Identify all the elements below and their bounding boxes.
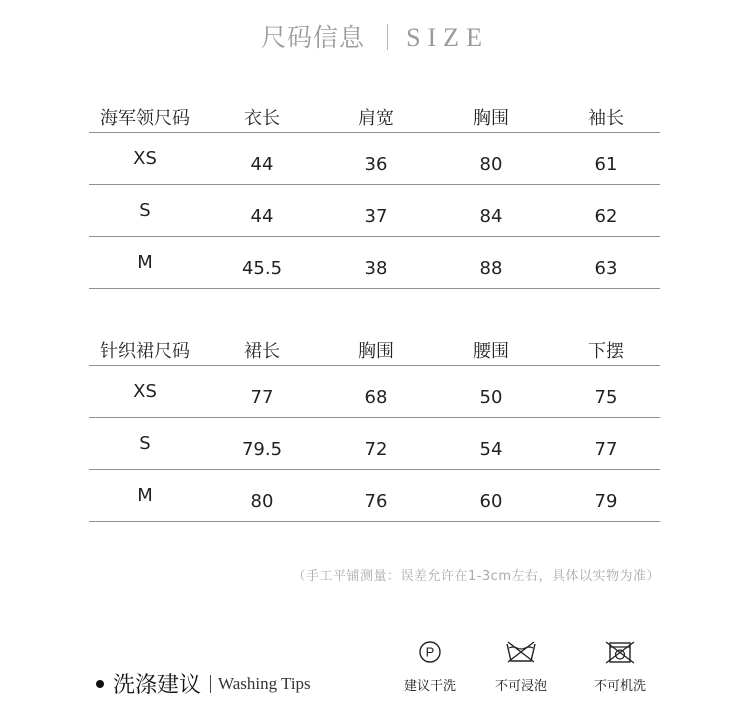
table-cell: XS [133,381,157,402]
no-machine-wash-icon [604,640,636,664]
care-label: 建议干洗 [403,679,456,694]
column-header: 下摆 [588,341,624,362]
table-row [89,133,660,185]
table-cell: 84 [479,206,503,227]
column-header: 裙长 [244,341,280,362]
table-cell: 80 [479,154,503,175]
table-cell: 68 [364,387,388,408]
table-cell: XS [133,148,157,169]
svg-text:P: P [425,644,435,660]
table-cell: 44 [250,206,274,227]
table-cell: 72 [364,439,388,460]
no-soak-icon [505,640,537,664]
size-table-top [89,100,660,289]
column-header: 腰围 [473,341,509,362]
table-cell: 76 [364,491,388,512]
table-cell: 75 [594,387,618,408]
title-divider [210,675,211,693]
table-cell: 60 [479,491,503,512]
table-cell: 45.5 [241,258,283,279]
care-label: 不可机洗 [593,679,646,694]
care-item-no-soak [481,640,561,694]
column-header: 针织裙尺码 [100,341,190,362]
size-table-bottom [89,333,660,522]
table-cell: 44 [250,154,274,175]
table-cell: S [139,433,151,454]
page-header [0,18,750,54]
measurement-note: （手工平铺测量：误差允许在1-3cm左右，具体以实物为准） [292,569,660,584]
table-cell: 80 [250,491,274,512]
care-label: 不可浸泡 [494,679,547,694]
table-cell: S [139,200,151,221]
table-cell: 79 [594,491,618,512]
table-row [89,185,660,237]
table-row [89,237,660,289]
column-header: 肩宽 [358,108,394,129]
washing-tips-title [96,668,311,699]
washing-title-en: Washing Tips [218,673,311,693]
table-row [89,470,660,522]
table-cell: 77 [594,439,618,460]
header-title-cn: 尺码信息 [261,23,366,52]
care-item-no-machine-wash [580,640,660,694]
column-header: 衣长 [244,108,280,129]
header-title-en: SIZE [406,23,489,52]
column-header: 胸围 [473,108,509,129]
column-header: 胸围 [358,341,394,362]
table-cell: 37 [364,206,388,227]
table-cell: 54 [479,439,503,460]
table-cell: 77 [250,387,274,408]
table-cell: 62 [594,206,618,227]
bullet-dot [96,680,104,688]
dry-clean-p-icon [418,640,442,664]
washing-title-cn: 洗涤建议 [113,673,202,698]
table-cell: 38 [364,258,388,279]
table-cell: 79.5 [241,439,283,460]
table-cell: M [137,485,153,506]
table-cell: M [137,252,153,273]
table-header-row [89,100,660,133]
table-cell: 88 [479,258,503,279]
care-item-dry-clean [390,640,470,694]
table-cell: 61 [594,154,618,175]
table-cell: 63 [594,258,618,279]
table-row [89,418,660,470]
column-header: 海军领尺码 [100,108,190,129]
column-header: 袖长 [588,108,624,129]
table-row [89,366,660,418]
table-header-row [89,333,660,366]
header-divider [387,24,388,50]
table-cell: 36 [364,154,388,175]
table-cell: 50 [479,387,503,408]
